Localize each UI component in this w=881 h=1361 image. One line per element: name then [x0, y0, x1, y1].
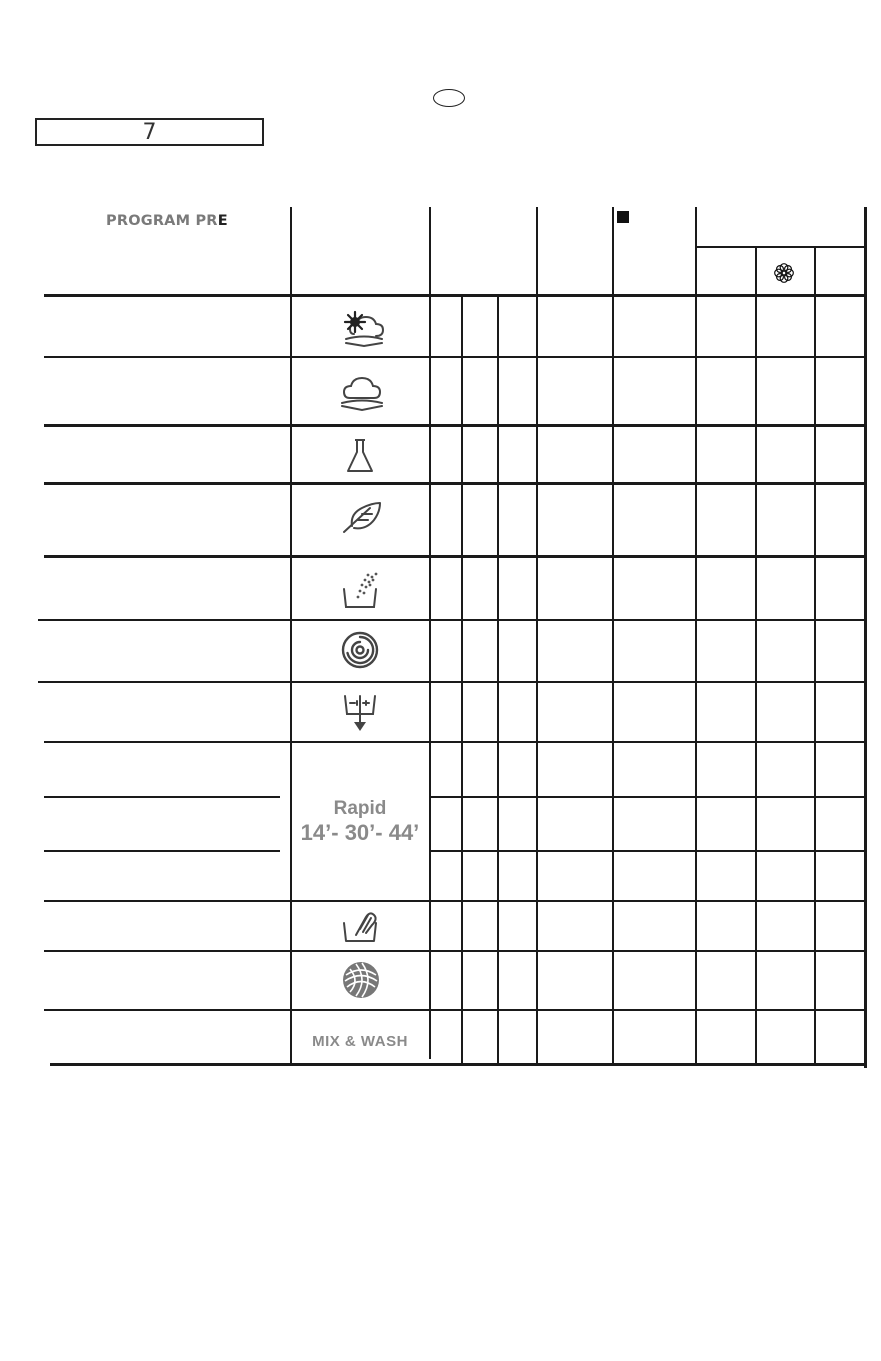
- wool-icon: [340, 959, 382, 1001]
- row-line-4: [44, 555, 866, 558]
- row-line-12: [44, 1009, 866, 1011]
- program-header-text: PROGRAM PR: [106, 213, 218, 229]
- row-line-1: [44, 356, 866, 358]
- eco-cloud-sun-icon: [336, 308, 392, 348]
- row-line-9b: [429, 850, 866, 852]
- cloud-icon: [334, 372, 390, 412]
- vline-col4: [612, 207, 614, 1065]
- flask-icon: [345, 437, 375, 475]
- rapid-title: Rapid: [333, 797, 387, 819]
- table-bottom-line: [50, 1063, 867, 1066]
- black-square-marker: [617, 211, 629, 223]
- vline-col1: [290, 207, 292, 1065]
- row-line-8b: [429, 796, 866, 798]
- rapid-label: [292, 742, 428, 901]
- header-subdivider: [696, 246, 866, 248]
- vline-right: [864, 207, 867, 1068]
- vline-sub2: [814, 247, 816, 1065]
- header-bottom-line: [44, 294, 866, 297]
- vline-col3: [536, 207, 538, 1065]
- flower-icon: [773, 262, 795, 284]
- program-header-last: E: [217, 213, 228, 229]
- program-header: [106, 213, 228, 229]
- row-line-5: [38, 619, 866, 621]
- row-line-7: [44, 741, 866, 743]
- shower-tub-icon: [338, 571, 382, 611]
- hand-wash-icon: [340, 907, 384, 945]
- vline-col5: [695, 207, 697, 1065]
- spiral-icon: [339, 629, 381, 671]
- page-number-box: [35, 118, 264, 146]
- row-line-6: [38, 681, 866, 683]
- rapid-times: 14’- 30’- 44’: [300, 819, 420, 845]
- row-line-2: [44, 424, 866, 427]
- language-indicator: [433, 89, 465, 107]
- page-number: 7: [142, 120, 157, 145]
- row-line-8a: [44, 796, 280, 798]
- feather-icon: [340, 500, 386, 536]
- row-line-10: [44, 900, 866, 902]
- vline-sub1: [755, 247, 757, 1065]
- row-line-11: [44, 950, 866, 952]
- vline-col2: [429, 207, 431, 1059]
- row-line-3: [44, 482, 866, 485]
- drain-icon: [341, 692, 379, 734]
- row-line-9a: [44, 850, 280, 852]
- mix-wash-label: MIX & WASH: [312, 1033, 408, 1050]
